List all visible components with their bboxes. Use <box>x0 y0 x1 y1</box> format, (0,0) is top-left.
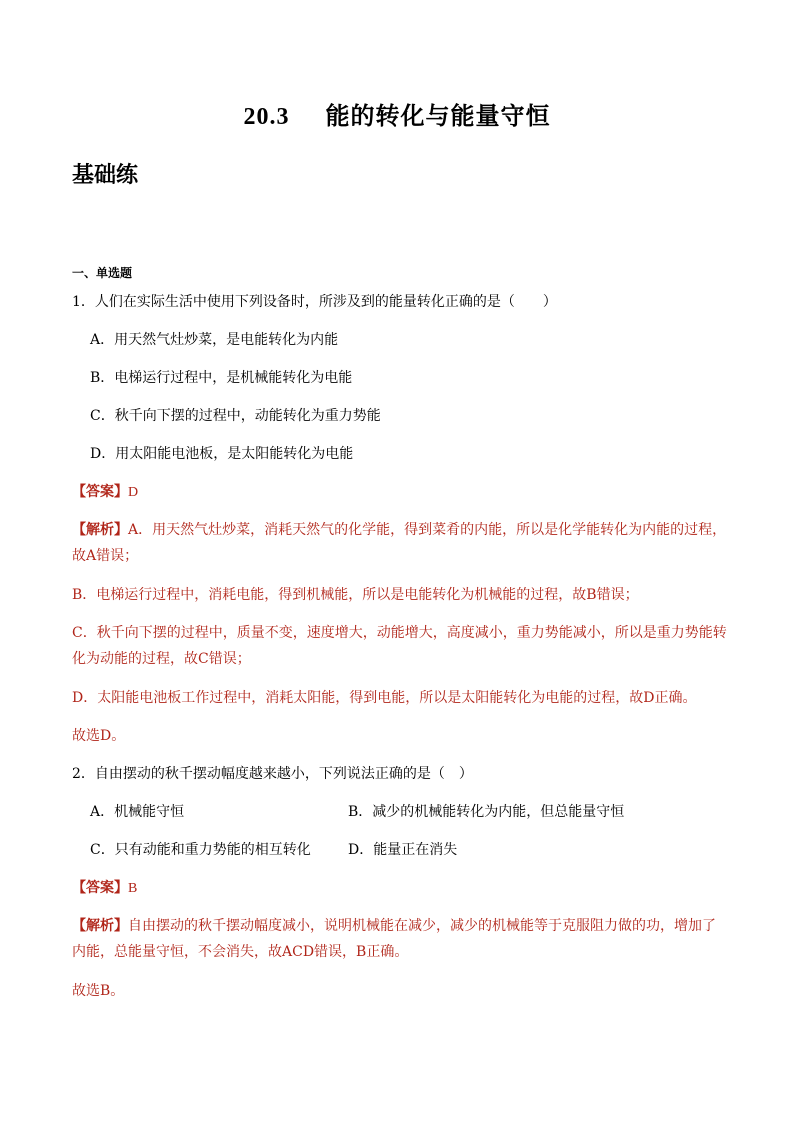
answer-value: D <box>128 485 139 500</box>
question-type-heading: 一、单选题 <box>72 266 133 280</box>
section-number: 20.3 <box>243 104 290 130</box>
q2-option-c: C．只有动能和重力势能的相互转化 <box>90 842 311 858</box>
q1-analysis-line: 化为动能的过程，故C错误； <box>72 651 251 667</box>
q1-stem: 1．人们在实际生活中使用下列设备时，所涉及到的能量转化正确的是（ ） <box>72 294 557 310</box>
q2-answer <box>72 876 736 901</box>
analysis-text: 自由摆动的秋千摆动幅度减小，说明机械能在减少，减少的机械能等于克服阻力做的功，增加了 <box>128 918 716 934</box>
q1-analysis-line: D．太阳能电池板工作过程中，消耗太阳能，得到电能，所以是太阳能转化为电能的过程，故D正确。 <box>72 690 697 706</box>
q2-analysis-line <box>72 914 736 938</box>
q2-option-b: B．减少的机械能转化为内能，但总能量守恒 <box>348 804 625 820</box>
q1-analysis-line: 故A错误； <box>72 548 139 564</box>
q1-analysis-line: B．电梯运行过程中，消耗电能，得到机械能，所以是电能转化为机械能的过程，故B错误； <box>72 587 639 603</box>
q1-conclusion: 故选D。 <box>72 728 126 744</box>
q1-answer <box>72 480 736 505</box>
q1-option-c: C．秋千向下摆的过程中，动能转化为重力势能 <box>90 408 381 424</box>
analysis-text: A．用天然气灶炒菜，消耗天然气的化学能，得到菜肴的内能，所以是化学能转化为内能的过程， <box>128 522 727 538</box>
q2-option-d: D．能量正在消失 <box>348 842 458 858</box>
q2-stem: 2．自由摆动的秋千摆动幅度越来越小，下列说法正确的是（ ） <box>72 766 473 782</box>
q1-option-b: B．电梯运行过程中，是机械能转化为电能 <box>90 370 353 386</box>
section-heading: 基础练 <box>72 163 139 188</box>
q1-option-d: D．用太阳能电池板，是太阳能转化为电能 <box>90 446 354 462</box>
q2-option-a: A．机械能守恒 <box>90 804 185 820</box>
answer-tag: 【答案】 <box>72 880 128 896</box>
analysis-tag: 【解析】 <box>72 522 128 538</box>
answer-tag: 【答案】 <box>72 484 128 500</box>
q1-analysis-line: C．秋千向下摆的过程中，质量不变，速度增大，动能增大，高度减小，重力势能减小，所以是重力势能转 <box>72 625 727 641</box>
q1-analysis-line <box>72 518 736 542</box>
analysis-tag: 【解析】 <box>72 918 128 934</box>
page-title <box>0 96 794 131</box>
q2-analysis-line: 内能，总能量守恒，不会消失，故ACD错误，B正确。 <box>72 944 409 960</box>
title-text: 能的转化与能量守恒 <box>325 101 551 130</box>
answer-value: B <box>128 881 138 896</box>
q1-option-a: A．用天然气灶炒菜，是电能转化为内能 <box>90 332 339 348</box>
q2-conclusion: 故选B。 <box>72 983 125 999</box>
